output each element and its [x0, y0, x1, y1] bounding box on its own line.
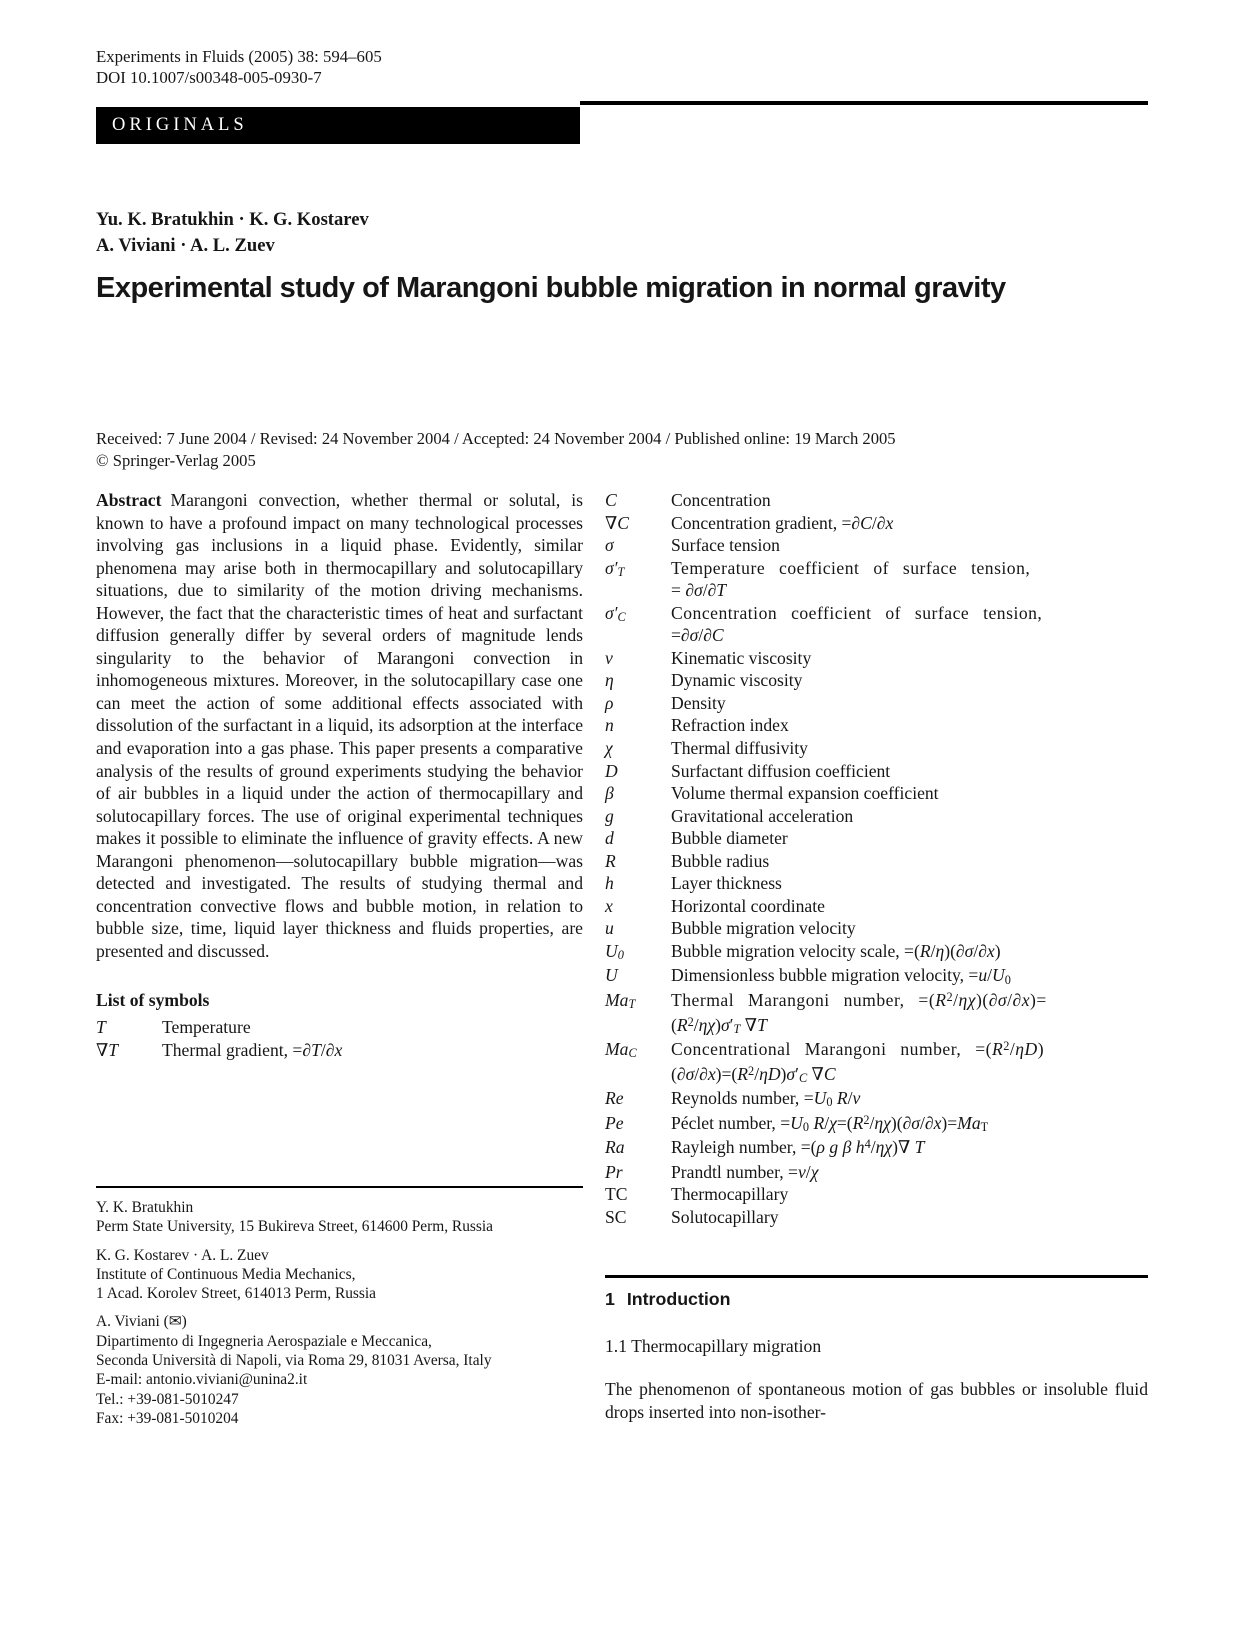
- symbol-row: [605, 964, 1148, 989]
- symbol: σ: [605, 535, 614, 556]
- abstract-text: Marangoni convection, whether thermal or solutal, is known to have a profound impact on many technological processes involving gas inclusions in a liquid phase. Evidently, similar phenomena may arise both in thermocapillary and solutocapillary situations, due to similarity of the motion driving mechanisms. However, the fact that the characteristic times of heat and surfactant diffusion generally differ by several orders of magnitude lends singularity to the behavior of Marangoni convection in inhomogeneous mixtures. Moreover, in the solutocapillary case one can meet the action of some additional effects associated with dissolution of the surfactant in a liquid, its adsorption at the interface and evaporation into a gas phase. This paper presents a comparative analysis of the results of ground experiments studying the behavior of air bubbles in a liquid under the action of thermocapillary and solutocapillary forces. The use of original experimental techniques makes it possible to eliminate the influence of gravity effects. A new Marangoni phenomenon—solutocapillary bubble migration—was detected and investigated. The results of studying thermal and concentration convective flows and bubble motion, in relation to bubble size, time, liquid layer thickness and fluids properties, are presented and discussed.: [96, 490, 583, 961]
- symbol: SC: [605, 1206, 627, 1227]
- symbol-row: [605, 805, 1148, 828]
- symbol-description: Dimensionless bubble migration velocity, $=u/U_0$: [671, 965, 1011, 987]
- symbol: Ra: [605, 1137, 625, 1158]
- symbol-description: Thermal Marangoni number, $=(R^2/\eta\chi)(\partial\sigma/\partial x)=$ $(R^2/\eta\chi)\sigma'_T$ ∇T: [671, 990, 1047, 1036]
- symbol-description: Refraction index: [671, 715, 789, 736]
- symbol-row: [605, 850, 1148, 873]
- symbol: $\sigma'_C$: [605, 602, 626, 624]
- symbol: u: [605, 918, 614, 939]
- symbol-description: Concentrational Marangoni number, $=(R^2/\eta D)$ $(\partial\sigma/\partial x)=(R^2/\eta D)\sigma'_C$ ∇C: [671, 1039, 1045, 1085]
- symbol-row: [605, 872, 1148, 895]
- symbol-row: [96, 1039, 583, 1062]
- journal-citation: Experiments in Fluids (2005) 38: 594–605: [96, 47, 382, 66]
- authors-line-1: Yu. K. Bratukhin · K. G. Kostarev: [96, 209, 369, 230]
- symbol-row: [605, 1206, 1148, 1229]
- symbol: x: [605, 895, 613, 916]
- copyright-line: © Springer-Verlag 2005: [96, 450, 256, 470]
- symbol-description: Volume thermal expansion coefficient: [671, 783, 939, 804]
- section-rule: [605, 1275, 1148, 1278]
- symbol: $U_0$: [605, 940, 624, 963]
- symbol-description: Péclet number, $=U_0$ $R/\chi=(R^2/\eta\chi)(\partial\sigma/\partial x)=Ma_T$: [671, 1112, 989, 1134]
- symbol-row: [605, 917, 1148, 940]
- affiliation-block: K. G. Kostarev · A. L. Zuev Institute of Continuous Media Mechanics, 1 Acad. Korolev Street, 614013 Perm, Russia: [96, 1246, 376, 1303]
- symbol-description: Dynamic viscosity: [671, 670, 803, 691]
- header-rule: [580, 101, 1148, 105]
- journal-doi: DOI 10.1007/s00348-005-0930-7: [96, 67, 322, 87]
- symbol: Pr: [605, 1161, 623, 1182]
- symbol: ν: [605, 647, 613, 668]
- authors: [96, 207, 369, 259]
- symbol: U: [605, 965, 618, 986]
- symbol: TC: [605, 1184, 628, 1205]
- received-revised-accepted-line: Received: 7 June 2004 / Revised: 24 November 2004 / Accepted: 24 November 2004 / Published online: 19 March 2005: [96, 429, 896, 448]
- symbol-description: Layer thickness: [671, 873, 782, 894]
- symbol-description: Surface tension: [671, 535, 780, 556]
- symbol: d: [605, 828, 614, 849]
- symbol-row: [605, 940, 1148, 965]
- symbol-description: Solutocapillary: [671, 1206, 779, 1227]
- symbols-heading: List of symbols: [96, 990, 210, 1011]
- symbol-description: Bubble migration velocity scale, =(R/η)(∂σ/∂x): [671, 940, 1001, 961]
- article-history: [96, 428, 896, 471]
- symbol: $\sigma'_T$: [605, 557, 625, 579]
- abstract-label: Abstract: [96, 490, 162, 510]
- category-label: ORIGINALS: [96, 107, 580, 144]
- symbol: h: [605, 873, 614, 894]
- affiliations-footnote: [96, 1186, 583, 1428]
- symbol-row: [605, 1136, 1148, 1161]
- symbol: R: [605, 850, 616, 871]
- symbol: η: [605, 670, 614, 691]
- symbol-description: Reynolds number, $=U_0$ R/ν: [671, 1088, 861, 1110]
- symbol-row: [605, 692, 1148, 715]
- symbol: ρ: [605, 692, 614, 713]
- symbol: $Ma_T$: [605, 990, 636, 1012]
- symbol: Re: [605, 1088, 624, 1109]
- symbol-description: Thermal gradient, =∂T/∂x: [162, 1039, 343, 1060]
- symbol: g: [605, 805, 614, 826]
- symbol: $Ma_C$: [605, 1039, 637, 1061]
- symbol: T: [96, 1017, 106, 1038]
- symbol-description: Surfactant diffusion coefficient: [671, 760, 891, 781]
- right-column: [605, 489, 1148, 1229]
- symbol: n: [605, 715, 614, 736]
- abstract-paragraph: [96, 489, 583, 962]
- symbol: β: [605, 783, 614, 804]
- symbol: C: [605, 490, 617, 510]
- symbol-description: Bubble radius: [671, 850, 770, 871]
- symbol-description: Density: [671, 692, 726, 713]
- affiliation-block: A. Viviani (✉) Dipartimento di Ingegneria Aerospaziale e Meccanica, Seconda Università di Napoli, via Roma 29, 81031 Aversa, Italy E-mail: antonio.viviani@unina2.it Tel.: +39-081-5010247 Fax: +39-081-5010204: [96, 1313, 492, 1427]
- symbol-description: Temperature: [162, 1017, 251, 1038]
- symbol-row: [605, 512, 1148, 535]
- affiliation-block: Y. K. Bratukhin Perm State University, 15 Bukireva Street, 614600 Perm, Russia: [96, 1199, 493, 1236]
- symbol-description: Thermal diffusivity: [671, 738, 808, 759]
- subsection-heading: 1.1 Thermocapillary migration: [605, 1335, 822, 1356]
- symbol-description: Concentration: [671, 490, 771, 510]
- symbol-description: Bubble migration velocity: [671, 918, 856, 939]
- symbol: χ: [605, 738, 613, 759]
- symbol-row: [605, 534, 1148, 557]
- authors-line-2: A. Viviani · A. L. Zuev: [96, 235, 275, 256]
- symbol-row: [605, 669, 1148, 692]
- article-title: Experimental study of Marangoni bubble migration in normal gravity: [96, 272, 1006, 304]
- symbol-row: [605, 827, 1148, 850]
- symbol-row: [605, 714, 1148, 737]
- symbol: D: [605, 760, 618, 781]
- symbol-row: [605, 647, 1148, 670]
- symbol-description: Temperature coefficient of surface tension, = ∂σ/∂T: [671, 557, 1031, 601]
- symbol-row: [605, 1087, 1148, 1112]
- symbol-row: [605, 489, 1148, 512]
- symbol-description: Bubble diameter: [671, 828, 788, 849]
- symbol-row: [96, 1016, 583, 1039]
- symbol-description: Prandtl number, =ν/χ: [671, 1161, 819, 1182]
- symbol-row: [605, 737, 1148, 760]
- symbol-row: [605, 1183, 1148, 1206]
- symbol-description: Gravitational acceleration: [671, 805, 854, 826]
- symbol-row: [605, 557, 1148, 602]
- symbol-row: [605, 760, 1148, 783]
- introduction-heading: 1 Introduction: [605, 1289, 731, 1309]
- symbol-row: [605, 782, 1148, 805]
- symbols-list-left: [96, 1016, 583, 1061]
- introduction-paragraph: The phenomenon of spontaneous motion of gas bubbles or insoluble fluid drops inserted into non-isother-: [605, 1379, 1148, 1422]
- symbol-row: [605, 1161, 1148, 1184]
- symbol-row: [605, 989, 1148, 1038]
- left-column: [96, 489, 583, 1061]
- category-band: [96, 100, 1148, 146]
- symbol-description: Concentration gradient, =∂C/∂x: [671, 512, 894, 533]
- symbol-row: [605, 1038, 1148, 1087]
- symbol-row: [605, 1112, 1148, 1137]
- symbol-description: Concentration coefficient of surface tension, =∂σ/∂C: [671, 602, 1043, 646]
- journal-header: [96, 47, 382, 89]
- introduction-section: [605, 1275, 1148, 1423]
- symbol-row: [605, 602, 1148, 647]
- symbols-list-right: [605, 489, 1148, 1229]
- symbol-description: Kinematic viscosity: [671, 647, 812, 668]
- symbol: ∇C: [605, 512, 630, 533]
- symbol: ∇T: [96, 1039, 119, 1060]
- symbol-row: [605, 895, 1148, 918]
- symbol-description: Rayleigh number, =(ρ g β $h^4/\eta\chi)\nabla$ T: [671, 1137, 925, 1158]
- symbol-description: Horizontal coordinate: [671, 895, 825, 916]
- symbol-description: Thermocapillary: [671, 1184, 789, 1205]
- symbol: Pe: [605, 1112, 624, 1133]
